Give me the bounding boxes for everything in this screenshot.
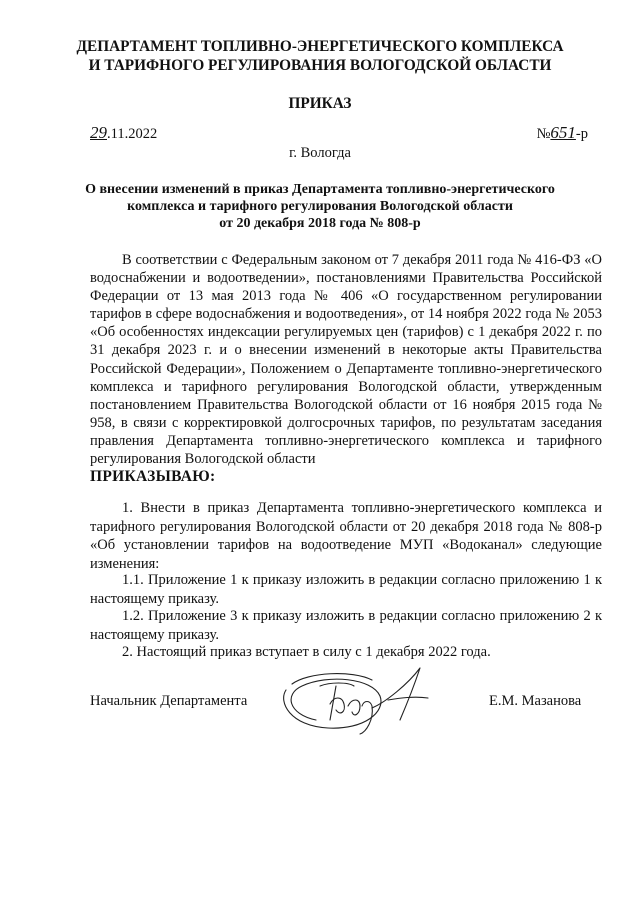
number-prefix: № bbox=[536, 126, 551, 142]
order-item-2: 2. Настоящий приказ вступает в силу с 1 декабря 2022 года. bbox=[122, 644, 491, 660]
subject-line3: от 20 декабря 2018 года № 808-р bbox=[219, 216, 421, 231]
date-printed-part: .11.2022 bbox=[107, 126, 158, 142]
handwritten-signature bbox=[268, 660, 438, 736]
preamble-text: В соответствии с Федеральным законом от 7 декабря 2011 года № 416-ФЗ «О водоснабжении и водоотведении», постановлениями Правительства Российской Федерации от 13 мая 2013 года № 406 «О государственном регулировании тарифов в сфере водоснабжения и водоотведения», от 14 ноября 2022 года № 2053 «Об особенностях индексации регулируемых цен (тарифов) с 1 декабря 2022 г. по 31 декабря 2023 г. и о внесении изменений в некоторые акты Правительства Российской Федерации», Положением о Департаменте топливно-энергетического комплекса и тарифного регулирования Вологодской области, утвержденным постановлением Правительства Вологодской области от 16 ноября 2015 года № 958, в связи с корректировкой долгосрочных тарифов, по результатам заседания правления Департамента топливно-энергетического комплекса и тарифного регулирования Вологодской области bbox=[90, 252, 602, 468]
order-item-1-2: 1.2. Приложение 3 к приказу изложить в редакции согласно приложению 2 к настоящему приказу. bbox=[90, 608, 602, 643]
department-header bbox=[40, 37, 600, 75]
department-header-line2: И ТАРИФНОГО РЕГУЛИРОВАНИЯ ВОЛОГОДСКОЙ ОБЛАСТИ bbox=[88, 57, 552, 74]
order-number bbox=[537, 124, 588, 143]
orders-word: ПРИКАЗЫВАЮ: bbox=[90, 468, 216, 486]
department-header-line1: ДЕПАРТАМЕНТ ТОПЛИВНО-ЭНЕРГЕТИЧЕСКОГО КОМПЛЕКСА bbox=[76, 38, 564, 55]
subject-line2: комплекса и тарифного регулирования Вологодской области bbox=[127, 199, 513, 214]
order-item-1: 1. Внести в приказ Департамента топливно-энергетического комплекса и тарифного регулирования Вологодской области от 20 декабря 2018 года № 808-р «Об установлении тарифов на водоотведение МУП «Водоканал» следующие изменения: bbox=[90, 500, 602, 572]
document-type-title: ПРИКАЗ bbox=[288, 95, 352, 112]
signer-name: Е.М. Мазанова bbox=[489, 693, 582, 709]
preamble-paragraph bbox=[90, 251, 602, 486]
order-subject bbox=[60, 181, 580, 232]
date-handwritten-day: 29 bbox=[90, 123, 107, 142]
subject-line1: О внесении изменений в приказ Департамента топливно-энергетического bbox=[85, 182, 555, 197]
order-date bbox=[90, 124, 157, 143]
signer-position: Начальник Департамента bbox=[90, 693, 248, 709]
number-suffix: -р bbox=[575, 126, 588, 142]
city-label: г. Вологда bbox=[289, 145, 351, 161]
number-handwritten: 651 bbox=[550, 123, 576, 142]
order-item-1-1: 1.1. Приложение 1 к приказу изложить в редакции согласно приложению 1 к настоящему приказу. bbox=[90, 572, 602, 607]
